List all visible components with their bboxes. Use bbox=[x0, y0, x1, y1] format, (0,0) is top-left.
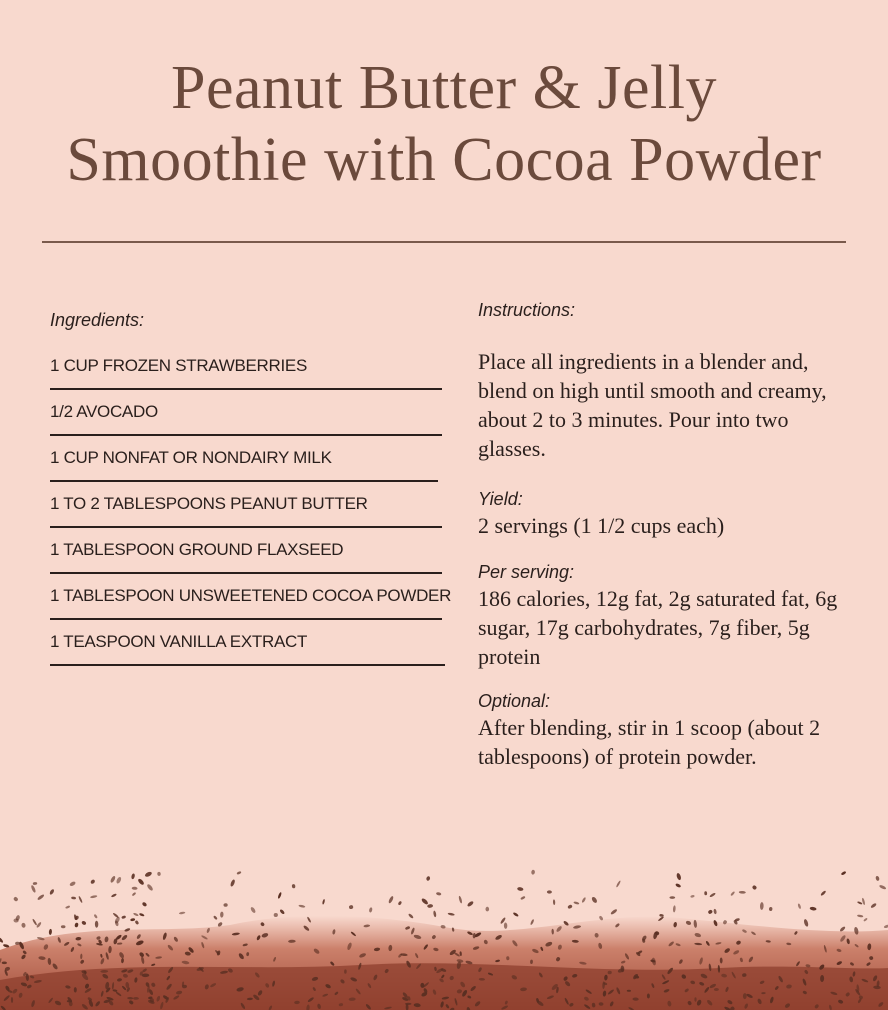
flaxseed-speck bbox=[65, 905, 70, 909]
flaxseed-speck bbox=[32, 918, 38, 925]
flaxseed-speck bbox=[236, 871, 241, 875]
yield-text: 2 servings (1 1/2 cups each) bbox=[478, 513, 725, 538]
flaxseed-speck bbox=[131, 873, 136, 879]
flaxseed-speck bbox=[369, 907, 373, 913]
flaxseed-speck bbox=[421, 897, 429, 905]
flaxseed-speck bbox=[132, 887, 138, 890]
flaxseed-speck bbox=[213, 915, 218, 920]
flaxseed-speck bbox=[504, 922, 508, 929]
flaxseed-speck bbox=[71, 896, 76, 899]
flaxseed-speck bbox=[146, 883, 154, 891]
flaxseed-speck bbox=[647, 994, 650, 999]
flaxseed-speck bbox=[448, 912, 455, 916]
flaxseed-speck bbox=[676, 873, 682, 881]
recipe-title bbox=[0, 52, 888, 196]
flaxseed-speck bbox=[690, 895, 695, 898]
flaxseed-speck bbox=[752, 885, 758, 891]
flaxseed-speck bbox=[144, 871, 152, 878]
flaxseed-speck bbox=[530, 919, 535, 926]
flaxseed-speck bbox=[21, 922, 26, 928]
flaxseed-speck bbox=[137, 878, 145, 886]
ingredients-heading: Ingredients: bbox=[50, 310, 145, 330]
flaxseed-speck bbox=[458, 896, 462, 904]
flaxseed-speck bbox=[883, 924, 888, 929]
flaxseed-speck bbox=[179, 911, 186, 914]
flaxseed-speck bbox=[436, 892, 442, 896]
flaxseed-speck bbox=[739, 891, 746, 894]
ingredient-item: 1 TABLESPOON GROUND FLAXSEED bbox=[50, 528, 442, 574]
flaxseed-speck bbox=[467, 900, 475, 907]
flaxseed-speck bbox=[110, 875, 116, 883]
flaxseed-speck bbox=[279, 909, 285, 915]
flaxseed-speck bbox=[81, 920, 87, 925]
flaxseed-speck bbox=[704, 891, 707, 895]
flaxseed-speck bbox=[517, 887, 524, 892]
flaxseed-speck bbox=[573, 901, 579, 905]
flaxseed-speck bbox=[78, 896, 83, 904]
flaxseed-speck bbox=[298, 904, 305, 908]
flaxseed-speck bbox=[142, 901, 148, 907]
flaxseed-speck bbox=[567, 904, 573, 909]
flaxseed-speck bbox=[116, 876, 123, 884]
flaxseed-speck bbox=[121, 915, 126, 919]
cocoa-flaxseed-image bbox=[0, 840, 888, 1010]
flaxseed-speck bbox=[49, 929, 53, 935]
flaxseed-speck bbox=[707, 909, 713, 914]
recipe-title-line-1: Peanut Butter & Jelly bbox=[170, 54, 718, 122]
flaxseed-speck bbox=[132, 892, 137, 897]
flaxseed-speck bbox=[157, 872, 161, 876]
flaxseed-speck bbox=[69, 881, 76, 887]
ingredients-list bbox=[50, 344, 452, 666]
instructions-text: Place all ingredients in a blender and, blend on high until smooth and creamy, about 2 to 3 minutes. Pour into two glasses. bbox=[478, 349, 827, 461]
ingredient-item: 1 CUP FROZEN STRAWBERRIES bbox=[50, 344, 442, 390]
flaxseed-speck bbox=[863, 918, 868, 922]
flaxseed-speck bbox=[616, 880, 622, 888]
instructions-label: Instructions: bbox=[478, 300, 576, 320]
flaxseed-speck bbox=[322, 899, 325, 905]
flaxseed-speck bbox=[610, 908, 618, 915]
optional-label: Optional: bbox=[478, 691, 551, 711]
flaxseed-speck bbox=[486, 907, 490, 912]
ingredient-item: 1/2 AVOCADO bbox=[50, 390, 442, 436]
flaxseed-speck bbox=[135, 920, 140, 925]
flaxseed-speck bbox=[398, 901, 403, 906]
flaxseed-speck bbox=[90, 895, 98, 899]
flaxseed-speck bbox=[277, 892, 282, 899]
flaxseed-speck bbox=[730, 891, 735, 896]
flaxseed-speck bbox=[133, 912, 139, 916]
flaxseed-speck bbox=[93, 914, 97, 919]
flaxseed-speck bbox=[709, 892, 716, 898]
ingredient-item: 1 TABLESPOON UNSWEETENED COCOA POWDER bbox=[50, 574, 442, 620]
flaxseed-speck bbox=[405, 1003, 412, 1005]
flaxseed-speck bbox=[513, 912, 519, 917]
flaxseed-speck bbox=[223, 903, 227, 907]
flaxseed-speck bbox=[547, 890, 552, 893]
flaxseed-speck bbox=[675, 883, 681, 888]
flaxseed-speck bbox=[111, 893, 117, 898]
recipe-details bbox=[478, 298, 858, 771]
flaxseed-speck bbox=[61, 925, 66, 928]
flaxseed-speck bbox=[809, 906, 816, 911]
flaxseed-speck bbox=[673, 905, 676, 912]
flaxseed-speck bbox=[388, 895, 394, 903]
flaxseed-speck bbox=[220, 912, 224, 918]
flaxseed-speck bbox=[274, 913, 278, 917]
flaxseed-speck bbox=[670, 896, 676, 899]
flaxseed-speck bbox=[33, 882, 38, 885]
flaxseed-speck bbox=[857, 901, 863, 905]
flaxseed-speck bbox=[713, 909, 717, 915]
ingredient-item: 1 CUP NONFAT OR NONDAIRY MILK bbox=[50, 436, 438, 482]
flaxseed-speck bbox=[13, 896, 19, 902]
flaxseed-speck bbox=[581, 897, 586, 903]
flaxseed-speck bbox=[426, 876, 431, 881]
flaxseed-speck bbox=[857, 914, 864, 917]
flaxseed-speck bbox=[797, 903, 801, 909]
flaxseed-speck bbox=[250, 906, 257, 913]
flaxseed-speck bbox=[820, 890, 826, 896]
flaxseed-speck bbox=[591, 896, 598, 904]
flaxseed-speck bbox=[694, 997, 696, 1001]
flaxseed-speck bbox=[861, 898, 865, 906]
flaxseed-speck bbox=[49, 889, 55, 896]
flaxseed-speck bbox=[520, 896, 526, 901]
flaxseed-speck bbox=[803, 919, 809, 928]
flaxseed-speck bbox=[875, 876, 880, 882]
flaxseed-speck bbox=[130, 918, 135, 922]
flaxseed-speck bbox=[879, 884, 887, 890]
flaxseed-speck bbox=[553, 899, 556, 905]
flaxseed-speck bbox=[30, 885, 36, 894]
flaxseed-speck bbox=[531, 870, 535, 875]
per-serving-text: 186 calories, 12g fat, 2g saturated fat, 6g sugar, 17g carbohydrates, 7g fiber, 5g protein bbox=[478, 586, 838, 669]
flaxseed-speck bbox=[0, 937, 4, 944]
flaxseed-speck bbox=[349, 905, 354, 910]
ingredient-item: 1 TO 2 TABLESPOONS PEANUT BUTTER bbox=[50, 482, 442, 528]
ingredient-item: 1 TEASPOON VANILLA EXTRACT bbox=[50, 620, 445, 666]
flaxseed-speck bbox=[839, 926, 846, 933]
flaxseed-speck bbox=[841, 871, 847, 876]
recipe-title-line-2: Smoothie with Cocoa Powder bbox=[66, 126, 822, 194]
flaxseed-speck bbox=[433, 910, 437, 917]
per-serving-label: Per serving: bbox=[478, 562, 575, 582]
flaxseed-speck bbox=[37, 894, 45, 901]
flaxseed-speck bbox=[870, 902, 877, 908]
flaxseed-speck bbox=[90, 879, 96, 885]
optional-text: After blending, stir in 1 scoop (about 2 tablespoons) of protein powder. bbox=[478, 715, 821, 769]
flaxseed-speck bbox=[427, 904, 433, 908]
flaxseed-speck bbox=[292, 884, 296, 889]
flaxseed-speck bbox=[408, 913, 414, 919]
flaxseed-speck bbox=[760, 902, 764, 910]
flaxseed-speck bbox=[139, 913, 145, 917]
yield-label: Yield: bbox=[478, 489, 523, 509]
flaxseed-speck bbox=[95, 921, 99, 928]
flaxseed-speck bbox=[74, 987, 77, 992]
flaxseed-speck bbox=[769, 907, 773, 911]
flaxseed-speck bbox=[659, 914, 664, 917]
flaxseed-speck bbox=[112, 912, 119, 918]
flaxseed-speck bbox=[230, 879, 236, 887]
title-divider bbox=[42, 241, 846, 243]
flaxseed-speck bbox=[74, 922, 78, 927]
